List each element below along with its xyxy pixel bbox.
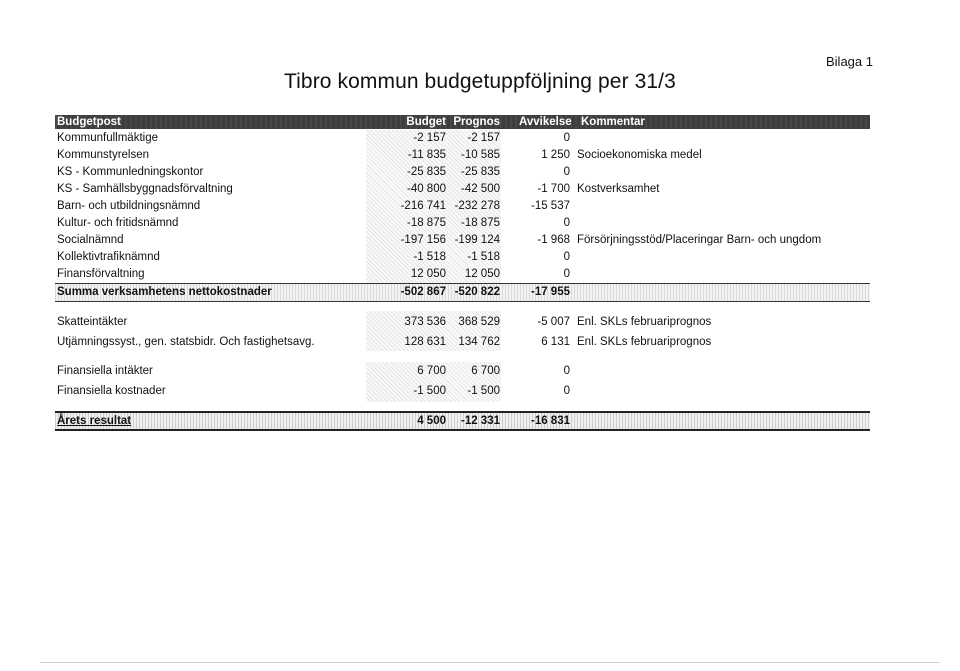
row-avvikelse: -1 968 <box>537 234 570 246</box>
row-post: KS - Kommunledningskontor <box>57 166 204 178</box>
row-post: KS - Samhällsbyggnadsförvaltning <box>57 183 233 195</box>
appendix-label: Bilaga 1 <box>826 54 873 69</box>
row-budget: 373 536 <box>404 316 446 328</box>
sum-budget: -502 867 <box>400 286 446 298</box>
row-post: Socialnämnd <box>57 234 124 246</box>
row-prognos: 134 762 <box>458 336 500 348</box>
row-budget: -1 500 <box>413 385 446 397</box>
sum-avvikelse: -17 955 <box>530 286 570 298</box>
row-budget: -25 835 <box>406 166 446 178</box>
row-avvikelse: 0 <box>563 365 570 377</box>
result-row <box>55 411 870 431</box>
result-prognos: -12 331 <box>460 415 500 427</box>
header-avvikelse: Avvikelse <box>519 116 572 128</box>
row-avvikelse: 0 <box>563 251 570 263</box>
result-avvikelse: -16 831 <box>530 415 570 427</box>
sum-row <box>55 283 870 302</box>
table-row <box>55 361 870 381</box>
header-budget: Budget <box>406 116 446 128</box>
row-post: Kommunstyrelsen <box>57 149 150 161</box>
row-prognos: -1 500 <box>467 385 500 397</box>
header-kommentar: Kommentar <box>581 116 645 128</box>
row-post: Finansiella kostnader <box>57 385 166 397</box>
row-post: Kollektivtrafiknämnd <box>57 251 160 263</box>
row-avvikelse: 0 <box>563 217 570 229</box>
row-avvikelse: 0 <box>563 132 570 144</box>
row-budget: -11 835 <box>407 149 446 161</box>
table-row <box>55 181 870 198</box>
header-prognos: Prognos <box>453 116 500 128</box>
row-prognos: -199 124 <box>454 234 500 246</box>
row-kommentar: Socioekonomiska medel <box>577 149 702 161</box>
row-post: Utjämningssyst., gen. statsbidr. Och fastighetsavg. <box>57 336 315 348</box>
row-prognos: -18 875 <box>460 217 500 229</box>
row-prognos: -25 835 <box>460 166 500 178</box>
row-post: Skatteintäkter <box>57 316 128 328</box>
table-row <box>55 232 870 249</box>
row-avvikelse: 0 <box>563 268 570 280</box>
row-budget: -197 156 <box>400 234 446 246</box>
row-post: Kommunfullmäktige <box>57 132 158 144</box>
row-prognos: -2 157 <box>467 132 500 144</box>
row-prognos: 12 050 <box>464 268 500 280</box>
table-row <box>55 164 870 181</box>
row-avvikelse: -1 700 <box>537 183 570 195</box>
table-row <box>55 198 870 215</box>
row-avvikelse: 0 <box>563 166 570 178</box>
row-budget: 6 700 <box>417 365 446 377</box>
table-row <box>55 312 870 332</box>
row-avvikelse: -5 007 <box>537 316 570 328</box>
row-prognos: 368 529 <box>458 316 500 328</box>
row-post: Barn- och utbildningsnämnd <box>57 200 201 212</box>
table-row <box>55 249 870 266</box>
table-header <box>55 115 870 129</box>
tax-table <box>55 312 870 352</box>
row-budget: -18 875 <box>406 217 446 229</box>
row-avvikelse: 0 <box>563 385 570 397</box>
finance-table <box>55 361 870 401</box>
row-kommentar: Försörjningsstöd/Placeringar Barn- och ungdom <box>577 234 822 246</box>
row-prognos: 6 700 <box>471 365 500 377</box>
row-avvikelse: 1 250 <box>541 149 570 161</box>
table-row <box>55 381 870 401</box>
row-post: Kultur- och fritidsnämnd <box>57 217 179 229</box>
table-row <box>55 332 870 352</box>
sum-label: Summa verksamhetens nettokostnader <box>57 286 272 298</box>
row-prognos: -10 585 <box>460 149 500 161</box>
table-row <box>55 147 870 164</box>
table-row <box>55 130 870 147</box>
page-bottom-divider <box>40 662 940 663</box>
row-prognos: -42 500 <box>460 183 500 195</box>
row-budget: -1 518 <box>413 251 446 263</box>
budget-table <box>55 130 870 302</box>
row-budget: -2 157 <box>413 132 446 144</box>
page-title: Tibro kommun budgetuppföljning per 31/3 <box>284 70 676 93</box>
row-post: Finansförvaltning <box>57 268 145 280</box>
row-budget: 128 631 <box>404 336 446 348</box>
row-avvikelse: 6 131 <box>541 336 570 348</box>
row-budget: -40 800 <box>406 183 446 195</box>
result-label: Årets resultat <box>57 415 132 427</box>
row-prognos: -232 278 <box>454 200 500 212</box>
sum-prognos: -520 822 <box>454 286 500 298</box>
row-kommentar: Kostverksamhet <box>577 183 660 195</box>
table-row <box>55 266 870 283</box>
table-row <box>55 215 870 232</box>
header-budgetpost: Budgetpost <box>57 116 121 128</box>
row-budget: 12 050 <box>410 268 446 280</box>
result-table <box>55 411 870 431</box>
row-avvikelse: -15 537 <box>530 200 570 212</box>
row-kommentar: Enl. SKLs februariprognos <box>577 336 712 348</box>
result-budget: 4 500 <box>417 415 446 427</box>
row-post: Finansiella intäkter <box>57 365 153 377</box>
row-budget: -216 741 <box>400 200 446 212</box>
row-kommentar: Enl. SKLs februariprognos <box>577 316 712 328</box>
row-prognos: -1 518 <box>467 251 500 263</box>
